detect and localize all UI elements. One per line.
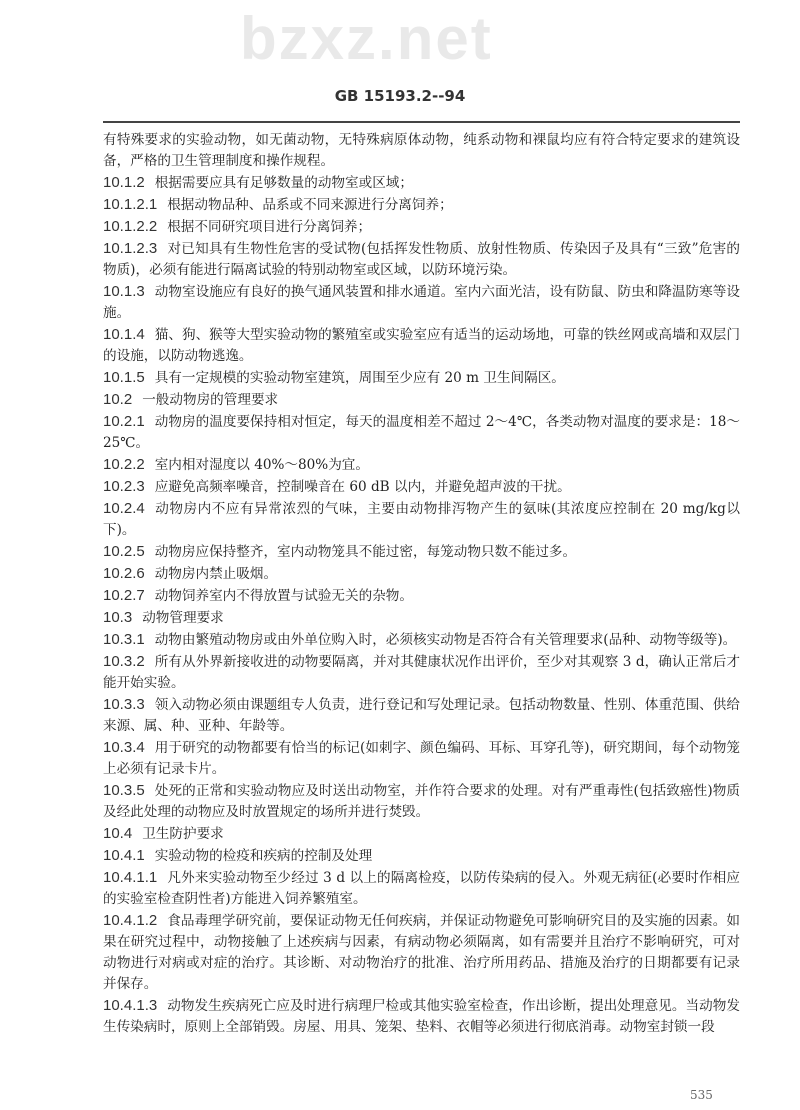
clause-number: 10.1.4 [103, 326, 145, 343]
clause-text: 实验动物的检疫和疾病的控制及处理 [154, 848, 373, 864]
clause-text: 室内相对湿度以 40%～80%为宜。 [154, 457, 369, 473]
paragraph [103, 737, 740, 780]
paragraph [103, 651, 740, 694]
clause-text: 动物房的温度要保持相对恒定，每天的温度相差不超过 2～4℃，各类动物对温度的要求是：18～25℃。 [103, 414, 740, 451]
clause-text: 动物室设施应有良好的换气通风装置和排水通道。室内六面光洁，设有防鼠、防虫和降温防寒等设施。 [103, 284, 740, 321]
clause-number: 10.2.1 [103, 413, 145, 430]
clause-text: 食品毒理学研究前，要保证动物无任何疾病，并保证动物避免可影响研究目的及实施的因素。如果在研究过程中，动物接触了上述疾病与因素，有病动物必须隔离，如有需要并且治疗不影响研究，可对动物进行对病或对症的治疗。其诊断、对动物治疗的批准、治疗所用药品、措施及治疗的日期都要有记录并保存。 [103, 913, 740, 992]
clause-number: 10.4.1.2 [103, 912, 158, 929]
clause-number: 10.2.5 [103, 543, 145, 560]
clause-text: 处死的正常和实验动物应及时送出动物室，并作符合要求的处理。对有严重毒性(包括致癌性)物质及经此处理的动物应及时放置规定的场所并进行焚毁。 [103, 783, 740, 820]
paragraph [103, 995, 740, 1038]
paragraph [103, 867, 740, 910]
paragraph [103, 411, 740, 454]
clause-number: 10.3.4 [103, 739, 145, 756]
paragraph [103, 845, 740, 867]
paragraph [103, 585, 740, 607]
paragraph [103, 780, 740, 823]
clause-number: 10.3.3 [103, 696, 145, 713]
document-header: GB 15193.2--94 [334, 87, 466, 105]
paragraph [103, 281, 740, 324]
clause-number: 10.2.6 [103, 565, 145, 582]
paragraph [103, 476, 740, 498]
clause-number: 10.2.3 [103, 478, 145, 495]
paragraph [103, 694, 740, 737]
clause-number: 10.1.2.1 [103, 196, 158, 213]
clause-number: 10.1.2.3 [103, 240, 158, 257]
clause-text: 应避免高频率噪音，控制噪音在 60 dB 以内，并避免超声波的干扰。 [154, 479, 571, 495]
clause-number: 10.4 [103, 825, 133, 842]
clause-text: 动物房应保持整齐，室内动物笼具不能过密，每笼动物只数不能过多。 [154, 544, 577, 560]
watermark: bzxz.net [240, 5, 493, 72]
clause-text: 所有从外界新接收进的动物要隔离，并对其健康状况作出评价，至少对其观察 3 d，确认正常后才能开始实验。 [103, 654, 740, 691]
clause-number: 10.4.1.3 [103, 997, 158, 1014]
paragraph [103, 541, 740, 563]
clause-text: 根据需要应具有足够数量的动物室或区域； [154, 175, 413, 191]
clause-number: 10.1.2.2 [103, 218, 158, 235]
clause-text: 动物饲养室内不得放置与试验无关的杂物。 [154, 588, 413, 604]
clause-text: 动物管理要求 [142, 610, 224, 626]
paragraph [103, 367, 740, 389]
page-number: 535 [690, 1088, 713, 1102]
paragraph [103, 172, 740, 194]
clause-text: 动物房内不应有异常浓烈的气味，主要由动物排泻物产生的氨味(其浓度应控制在 20 mg/kg以下)。 [103, 501, 740, 538]
paragraph [103, 607, 740, 629]
paragraph [103, 498, 740, 541]
clause-text: 用于研究的动物都要有恰当的标记(如刺字、颜色编码、耳标、耳穿孔等)，研究期间，每个动物笼上必须有记录卡片。 [103, 740, 740, 777]
header-rule [103, 121, 740, 123]
paragraph [103, 324, 740, 367]
paragraph [103, 454, 740, 476]
clause-text: 根据不同研究项目进行分离饲养； [167, 219, 372, 235]
clause-text: 猫、狗、猴等大型实验动物的繁殖室或实验室应有适当的运动场地，可靠的铁丝网或高墙和双层门的设施，以防动物逃逸。 [103, 327, 740, 364]
clause-number: 10.1.3 [103, 283, 145, 300]
clause-number: 10.3 [103, 609, 133, 626]
clause-number: 10.4.1 [103, 847, 145, 864]
clause-text: 卫生防护要求 [142, 826, 224, 842]
paragraph [103, 910, 740, 995]
clause-text: 有特殊要求的实验动物，如无菌动物，无特殊病原体动物，纯系动物和裸鼠均应有符合特定要求的建筑设备，严格的卫生管理制度和操作规程。 [103, 132, 740, 169]
paragraph [103, 629, 740, 651]
paragraph [103, 238, 740, 281]
clause-number: 10.1.5 [103, 369, 145, 386]
paragraph [103, 823, 740, 845]
clause-text: 具有一定规模的实验动物室建筑，周围至少应有 20 m 卫生间隔区。 [154, 370, 565, 386]
clause-number: 10.2 [103, 391, 133, 408]
clause-text: 凡外来实验动物至少经过 3 d 以上的隔离检疫，以防传染病的侵入。外观无病征(必要时作相应的实验室检查阴性者)方能进入饲养繁殖室。 [103, 870, 740, 907]
clause-number: 10.4.1.1 [103, 869, 158, 886]
clause-text: 动物由繁殖动物房或由外单位购入时，必须核实动物是否符合有关管理要求(品种、动物等级等)。 [154, 632, 737, 648]
paragraph [103, 130, 740, 172]
clause-number: 10.3.5 [103, 782, 145, 799]
clause-text: 动物发生疾病死亡应及时进行病理尸检或其他实验室检查，作出诊断，提出处理意见。当动物发生传染病时，原则上全部销毁。房屋、用具、笼架、垫料、衣帽等必须进行彻底消毒。动物室封锁一段 [103, 998, 740, 1035]
clause-text: 对已知具有生物性危害的受试物(包括挥发性物质、放射性物质、传染因子及具有“三致”危害的物质)，必须有能进行隔离试验的特别动物室或区域，以防环境污染。 [103, 241, 740, 278]
clause-text: 领入动物必须由课题组专人负责，进行登记和写处理记录。包括动物数量、性别、体重范围、供给来源、属、种、亚种、年龄等。 [103, 697, 740, 734]
paragraph [103, 194, 740, 216]
clause-text: 一般动物房的管理要求 [142, 392, 279, 408]
clause-number: 10.3.1 [103, 631, 145, 648]
clause-number: 10.2.2 [103, 456, 145, 473]
paragraph [103, 563, 740, 585]
clause-text: 根据动物品种、品系或不同来源进行分离饲养； [167, 197, 453, 213]
clause-number: 10.2.7 [103, 587, 145, 604]
paragraph [103, 389, 740, 411]
clause-number: 10.1.2 [103, 174, 145, 191]
document-body [103, 130, 740, 1038]
clause-text: 动物房内禁止吸烟。 [154, 566, 278, 582]
clause-number: 10.2.4 [103, 500, 145, 517]
clause-number: 10.3.2 [103, 653, 145, 670]
paragraph [103, 216, 740, 238]
